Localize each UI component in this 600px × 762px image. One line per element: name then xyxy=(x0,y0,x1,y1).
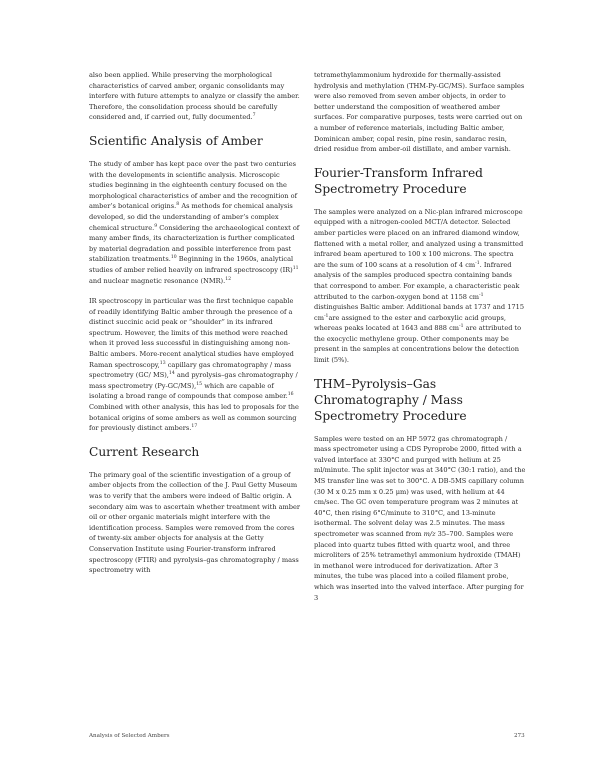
scientific-paragraph-2: IR spectroscopy in particular was the first technique capable of readily identifying Baltic amber through the presence of a distinct succinic acid peak or “shoulder” in its infrared spectrum. However, the limits of this method were reached when it proved less successful in distinguishing among non-Baltic ambers. More-recent analytical studies have employed Raman spectroscopy,$^{13}$ capillary gas chromatography / mass spectrometry (GC/ MS),$^{14}$ and pyrolysis–gas chromatography / mass spectrometry (Py-GC/MS),$^{15}$ which are capable of isolating a broad range of compounds that compose amber.$^{16}$ Combined with other analysis, this has led to proposals for the botanical origins of some ambers as well as common sourcing for previously distinct ambers.$^{17}$ xyxy=(89,297,299,433)
section-heading-current-research: Current Research xyxy=(89,444,200,459)
footnote-ref: 16 xyxy=(287,392,294,398)
footnote-ref: 11 xyxy=(292,265,299,271)
section-heading-thm-py-gc-ms: THM–Pyrolysis–Gas Chromatography / Mass Spectrometry Procedure xyxy=(314,376,467,423)
left-column xyxy=(89,70,301,586)
footnote-ref: 14 xyxy=(168,371,175,377)
footnote-ref: 10 xyxy=(170,255,177,261)
running-title: Analysis of Selected Ambers xyxy=(89,733,170,739)
footnote-ref: 8 xyxy=(176,202,180,208)
continued-paragraph: tetramethylammonium hydroxide for thermally-assisted hydrolysis and methylation (THM-Py-GC/MS). Surface samples were also removed from seven amber objects, in order to better understand the composition of weathered amber surfaces. For comparative purposes, tests were carried out on a number of reference materials, including Baltic amber, Dominican amber, copal resin, pine resin, sandarac resin, dried residue from amber-oil distillate, and amber varnish. xyxy=(314,71,525,154)
intro-paragraph: also been applied. While preserving the morphological characteristics of carved amber, organic consolidants may interfere with future attempts to analyze or classify the amber. Therefore, the consolidation process should be carefully considered and, if carried out, fully documented.$^7$ xyxy=(89,71,300,122)
current-research-paragraph: The primary goal of the scientific investigation of a group of amber objects from the collection of the J. Paul Getty Museum was to verify that the ambers were indeed of Baltic origin. A secondary aim was to ascertain whether treatment with amber oil or other organic materials might interfere with the identification process. Samples were removed from the cores of twenty-six amber objects for analysis at the Getty Conservation Institute using Fourier-transform infrared spectroscopy (FTIR) and pyrolysis–gas chromatography / mass spectrometry with xyxy=(89,470,301,575)
footnote-ref: 15 xyxy=(196,381,203,387)
footnote-ref: 13 xyxy=(159,360,166,366)
footnote-ref: 17 xyxy=(191,424,198,430)
footnote-ref: 9 xyxy=(154,223,158,229)
right-column xyxy=(314,70,526,613)
page-number: 273 xyxy=(514,733,525,739)
footnote-ref: 12 xyxy=(225,276,232,282)
thm-paragraph: Samples were tested on an HP 5972 gas chromatograph / mass spectrometer using a CDS Pyroprobe 2000, fitted with a valved interface at 330°C and purged with helium at 25 ml/minute. The split injector was at 340°C (30:1 ratio), and the MS transfer line was set to 300°C. A DB-5MS capillary column (30 M x 0.25 mm x 0.25 μm) was used, with helium at 44 cm/sec. The GC oven temperature program was 2 minutes at 40°C, then rising 6°C/minute to 310°C, and 13-minute isothermal. The solvent delay was 2.5 minutes. The mass spectrometer was scanned from m/z 35–700. Samples were placed into quartz tubes fitted with quartz wool, and three microliters of 25% tetramethyl ammonium hydroxide (TMAH) in methanol were introduced for derivatization. After 3 minutes, the tube was placed into a coiled filament probe, which was inserted into the valved interface. After purging for 3 xyxy=(314,434,526,602)
section-heading-scientific-analysis: Scientific Analysis of Amber xyxy=(89,133,263,148)
section-heading-ftir: Fourier-Transform Infrared Spectrometry Procedure xyxy=(314,165,483,196)
ftir-paragraph: The samples were analyzed on a Nic-plan infrared microscope equipped with a nitrogen-cooled MCT/A detector. Selected amber particles were placed on an infrared diamond window, flattened with a metal roller, and analyzed using a transmitted infrared beam apertured to 100 x 100 microns. The spectra are the sum of 100 scans at a resolution of 4 $cm^{-1}$. Infrared analysis of the samples produced spectra containing bands that correspond to amber. For example, a characteristic peak attributed to the carbon-oxygen bond at 1158 $cm^{-1}$ distinguishes Baltic amber. Additional bands at 1737 and 1715 $cm^{-1}are$ assigned to the ester and carboxylic acid groups, whereas peaks located at 1643 and 888 $cm^{-1}$ are attributed to the exocyclic methylene group. Other components may be present in the samples at concentrations below the detection limit (5%). xyxy=(314,207,525,365)
footnote-ref: 7 xyxy=(252,113,256,119)
scientific-paragraph-1: The study of amber has kept pace over the past two centuries with the developments in scientific analysis. Microscopic studies beginning in the eighteenth century focused on the morphological characteristics of amber and the recognition of amber’s botanical origins.$^8$ As methods for chemical analysis developed, so did the understanding of amber’s complex chemical structure.$^9$ Considering the archaeological context of many amber finds, its characterization is further complicated by material degradation and possible interference from past stabilization treatments.$^{10}$ Beginning in the 1960s, analytical studies of amber relied heavily on infrared spectroscopy (IR)$^{11}$ and nuclear magnetic resonance (NMR).$^{12}$ xyxy=(89,159,300,285)
